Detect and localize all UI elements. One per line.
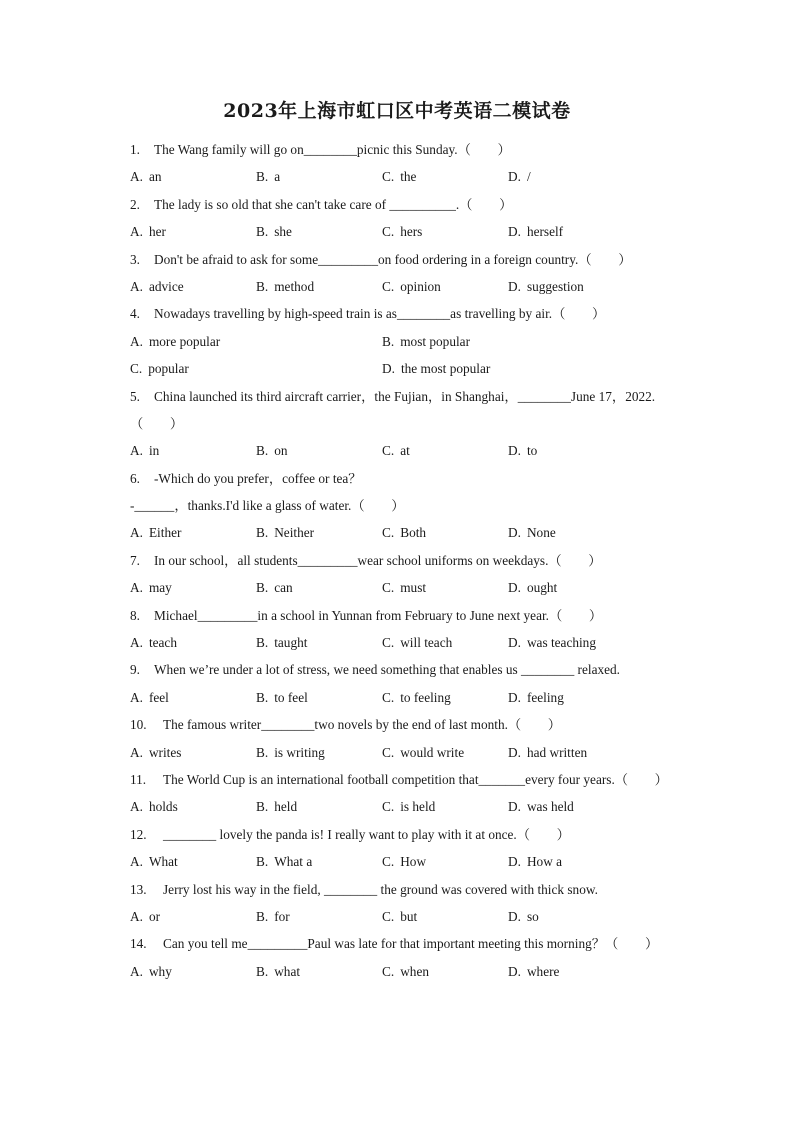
option-letter: D. xyxy=(508,224,521,240)
option-text: / xyxy=(526,169,531,185)
answer-option xyxy=(256,958,382,985)
option-text: was teaching xyxy=(526,635,596,651)
question-number: 2. xyxy=(130,196,140,212)
question-text: When we’re under a lot of stress, we need something that enables us ________ relaxed. xyxy=(154,662,620,678)
question-text: The Wang family will go on________picnic this Sunday.（ ） xyxy=(154,142,511,157)
answer-option xyxy=(130,218,256,245)
option-text: an xyxy=(148,169,162,185)
option-text: How a xyxy=(526,854,563,870)
answer-option xyxy=(130,684,256,711)
option-letter: A. xyxy=(130,908,143,924)
answer-option xyxy=(382,163,508,190)
option-letter: B. xyxy=(256,169,269,185)
question-text: -Which do you prefer，coffee or tea？ xyxy=(154,470,362,486)
options-row xyxy=(130,218,700,245)
option-text: but xyxy=(400,908,418,924)
option-text: she xyxy=(274,224,292,240)
question-stem xyxy=(130,602,700,629)
question-number: 10. xyxy=(130,717,147,733)
options-row xyxy=(130,519,700,546)
option-text: what xyxy=(274,963,301,979)
answer-option xyxy=(508,218,634,245)
question-stem xyxy=(130,136,700,163)
options-row xyxy=(130,793,700,820)
answer-option xyxy=(508,629,634,656)
answer-option xyxy=(382,848,508,875)
option-letter: A. xyxy=(130,169,143,185)
option-letter: C. xyxy=(382,224,395,240)
page-title: 2023年上海市虹口区中考英语二模试卷 xyxy=(223,100,571,122)
option-letter: A. xyxy=(130,799,143,815)
option-letter: B. xyxy=(256,224,269,240)
option-text: when xyxy=(400,963,430,979)
option-text: None xyxy=(526,525,556,541)
answer-option xyxy=(508,793,634,820)
option-text: Neither xyxy=(274,525,315,541)
option-text: why xyxy=(148,963,172,979)
option-letter: C. xyxy=(382,799,395,815)
question-text: （ ） xyxy=(130,415,184,431)
option-text: where xyxy=(526,963,560,979)
option-text: teach xyxy=(148,635,177,651)
answer-option xyxy=(130,437,256,464)
option-text: advice xyxy=(148,278,184,294)
option-letter: B. xyxy=(256,963,269,979)
answer-option xyxy=(382,218,508,245)
option-letter: B. xyxy=(256,635,269,651)
question-number: 1. xyxy=(130,142,140,157)
answer-option xyxy=(508,848,634,875)
option-letter: A. xyxy=(130,278,143,294)
question-number: 14. xyxy=(130,936,147,952)
option-letter: D. xyxy=(508,908,521,924)
option-letter: B. xyxy=(256,689,269,705)
option-text: in xyxy=(148,443,160,459)
option-text: or xyxy=(148,908,161,924)
answer-option xyxy=(130,793,256,820)
option-letter: A. xyxy=(130,333,143,349)
question-number: 13. xyxy=(130,881,147,897)
option-text: herself xyxy=(526,224,564,240)
option-text: Either xyxy=(148,525,182,541)
answer-option xyxy=(382,958,508,985)
option-text: to feeling xyxy=(400,689,451,705)
option-text: How xyxy=(400,854,427,870)
question-text: The World Cup is an international football competition that_______every four years.（ ） xyxy=(163,771,668,787)
question-stem xyxy=(130,930,700,957)
option-letter: B. xyxy=(256,525,269,541)
answer-option xyxy=(256,848,382,875)
question-text: Michael_________in a school in Yunnan from February to June next year.（ ） xyxy=(154,607,603,623)
option-letter: D. xyxy=(508,854,521,870)
answer-option xyxy=(382,437,508,464)
option-letter: A. xyxy=(130,854,143,870)
option-letter: D. xyxy=(508,169,521,185)
option-text: feeling xyxy=(526,689,564,705)
option-letter: C. xyxy=(382,854,395,870)
answer-option xyxy=(130,903,256,930)
option-letter: D. xyxy=(508,744,521,760)
answer-option xyxy=(382,684,508,711)
question-number: 4. xyxy=(130,306,140,322)
option-text: for xyxy=(274,908,290,924)
question-number: 8. xyxy=(130,607,140,623)
question-text: The lady is so old that she can't take care of __________.（ ） xyxy=(154,196,513,212)
option-letter: D. xyxy=(508,278,521,294)
question-stem xyxy=(130,547,700,574)
option-letter: A. xyxy=(130,744,143,760)
options-row xyxy=(130,574,700,601)
question-text: ________ lovely the panda is! I really want to play with it at once.（ ） xyxy=(163,826,570,842)
option-letter: C. xyxy=(382,525,395,541)
option-text: more popular xyxy=(148,333,221,349)
question-stem xyxy=(130,300,700,327)
option-text: opinion xyxy=(400,278,441,294)
question-stem xyxy=(130,246,700,273)
option-letter: C. xyxy=(382,689,395,705)
answer-option xyxy=(256,273,382,300)
option-text: popular xyxy=(148,361,189,377)
options-row xyxy=(130,629,700,656)
question-text: In our school，all students_________wear school uniforms on weekdays.（ ） xyxy=(154,552,602,568)
answer-option xyxy=(130,629,256,656)
question-stem xyxy=(130,876,700,903)
option-text: had written xyxy=(526,744,588,760)
option-letter: B. xyxy=(256,580,269,596)
question-number: 6. xyxy=(130,470,140,486)
answer-option xyxy=(382,355,634,382)
answer-option xyxy=(130,848,256,875)
answer-option xyxy=(256,437,382,464)
answer-option xyxy=(508,903,634,930)
question-number: 11. xyxy=(130,771,147,787)
answer-option xyxy=(382,574,508,601)
answer-option xyxy=(508,163,634,190)
answer-option xyxy=(508,574,634,601)
answer-option xyxy=(382,328,634,355)
answer-option xyxy=(130,739,256,766)
answer-option xyxy=(130,273,256,300)
answer-option xyxy=(130,163,256,190)
option-text: to xyxy=(526,443,538,459)
option-text: to feel xyxy=(274,689,308,705)
option-letter: D. xyxy=(382,361,395,377)
option-text: her xyxy=(148,224,166,240)
option-letter: C. xyxy=(382,635,395,651)
answer-option xyxy=(256,629,382,656)
answer-option xyxy=(256,793,382,820)
option-text: What xyxy=(148,854,178,870)
answer-option xyxy=(382,629,508,656)
option-text: may xyxy=(148,580,172,596)
option-letter: C. xyxy=(382,169,395,185)
answer-option xyxy=(130,328,382,355)
option-text: most popular xyxy=(400,333,471,349)
option-letter: C. xyxy=(130,361,143,377)
option-text: on xyxy=(274,443,288,459)
option-letter: C. xyxy=(382,744,395,760)
answer-option xyxy=(130,574,256,601)
question-list xyxy=(130,136,700,985)
answer-option xyxy=(256,574,382,601)
option-text: can xyxy=(274,580,293,596)
answer-option xyxy=(256,684,382,711)
answer-option xyxy=(508,958,634,985)
option-text: is held xyxy=(400,799,436,815)
question-text: -______，thanks.I'd like a glass of water.（ ） xyxy=(130,498,405,514)
option-text: ought xyxy=(526,580,558,596)
question-text: The famous writer________two novels by the end of last month.（ ） xyxy=(163,717,562,733)
question-stem-continuation xyxy=(130,410,700,437)
question-stem xyxy=(130,766,700,793)
option-letter: B. xyxy=(256,908,269,924)
question-stem xyxy=(130,656,700,683)
answer-option xyxy=(256,218,382,245)
option-text: Both xyxy=(400,525,427,541)
option-letter: C. xyxy=(382,278,395,294)
answer-option xyxy=(508,437,634,464)
answer-option xyxy=(130,519,256,546)
options-row xyxy=(130,437,700,464)
option-text: feel xyxy=(148,689,169,705)
option-letter: A. xyxy=(130,689,143,705)
question-stem xyxy=(130,821,700,848)
option-letter: C. xyxy=(382,908,395,924)
answer-option xyxy=(256,519,382,546)
option-letter: B. xyxy=(256,799,269,815)
option-letter: D. xyxy=(508,963,521,979)
option-text: taught xyxy=(274,635,308,651)
options-row xyxy=(130,355,700,382)
option-text: the most popular xyxy=(400,361,491,377)
options-row xyxy=(130,163,700,190)
question-stem-continuation xyxy=(130,492,700,519)
answer-option xyxy=(130,958,256,985)
option-text: holds xyxy=(148,799,178,815)
answer-option xyxy=(256,163,382,190)
option-letter: D. xyxy=(508,443,521,459)
question-text: Nowadays travelling by high-speed train is as________as travelling by air.（ ） xyxy=(154,306,606,322)
answer-option xyxy=(508,739,634,766)
option-letter: A. xyxy=(130,635,143,651)
option-text: writes xyxy=(148,744,182,760)
option-letter: C. xyxy=(382,963,395,979)
options-row xyxy=(130,903,700,930)
option-letter: A. xyxy=(130,443,143,459)
question-stem xyxy=(130,465,700,492)
option-letter: B. xyxy=(256,854,269,870)
option-letter: A. xyxy=(130,224,143,240)
option-text: method xyxy=(274,278,315,294)
options-row xyxy=(130,328,700,355)
question-stem xyxy=(130,711,700,738)
question-text: Can you tell me_________Paul was late for that important meeting this morning？（ ） xyxy=(163,936,659,952)
answer-option xyxy=(256,903,382,930)
answer-option xyxy=(130,355,382,382)
option-letter: B. xyxy=(256,443,269,459)
answer-option xyxy=(508,519,634,546)
options-row xyxy=(130,273,700,300)
question-text: Don't be afraid to ask for some_________on food ordering in a foreign country.（ ） xyxy=(154,251,632,267)
options-row xyxy=(130,739,700,766)
question-number: 7. xyxy=(130,552,140,568)
option-letter: D. xyxy=(508,689,521,705)
answer-option xyxy=(382,273,508,300)
option-text: would write xyxy=(400,744,465,760)
option-text: the xyxy=(400,169,417,185)
option-text: a xyxy=(274,169,281,185)
answer-option xyxy=(256,739,382,766)
answer-option xyxy=(508,684,634,711)
option-letter: C. xyxy=(382,443,395,459)
answer-option xyxy=(382,903,508,930)
option-letter: B. xyxy=(382,333,395,349)
option-text: so xyxy=(526,908,539,924)
question-text: China launched its third aircraft carrier，the Fujian，in Shanghai，________June 17，2022. xyxy=(154,388,656,404)
question-number: 5. xyxy=(130,388,140,404)
answer-option xyxy=(382,739,508,766)
question-text: Jerry lost his way in the field, ________ the ground was covered with thick snow. xyxy=(163,881,598,897)
option-letter: D. xyxy=(508,799,521,815)
option-letter: D. xyxy=(508,580,521,596)
option-text: held xyxy=(274,799,298,815)
answer-option xyxy=(382,793,508,820)
option-letter: D. xyxy=(508,525,521,541)
option-letter: D. xyxy=(508,635,521,651)
option-text: at xyxy=(400,443,410,459)
option-letter: B. xyxy=(256,278,269,294)
options-row xyxy=(130,848,700,875)
question-number: 3. xyxy=(130,251,140,267)
option-letter: A. xyxy=(130,580,143,596)
option-text: hers xyxy=(400,224,423,240)
option-text: suggestion xyxy=(526,278,584,294)
option-letter: B. xyxy=(256,744,269,760)
question-number: 12. xyxy=(130,826,147,842)
option-text: must xyxy=(400,580,427,596)
question-number: 9. xyxy=(130,662,140,678)
answer-option xyxy=(382,519,508,546)
option-text: was held xyxy=(526,799,574,815)
question-stem xyxy=(130,191,700,218)
options-row xyxy=(130,684,700,711)
answer-option xyxy=(508,273,634,300)
option-text: What a xyxy=(274,854,313,870)
option-letter: A. xyxy=(130,963,143,979)
options-row xyxy=(130,958,700,985)
option-text: is writing xyxy=(274,744,325,760)
option-letter: A. xyxy=(130,525,143,541)
question-stem xyxy=(130,383,700,410)
option-letter: C. xyxy=(382,580,395,596)
option-text: will teach xyxy=(400,635,453,651)
